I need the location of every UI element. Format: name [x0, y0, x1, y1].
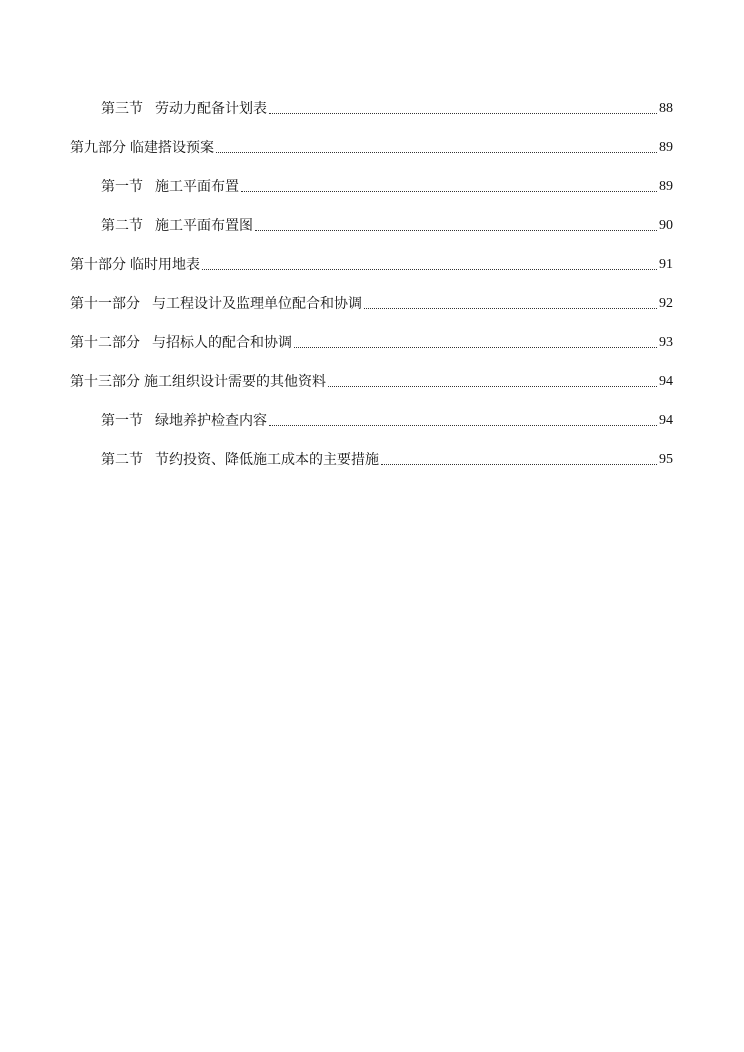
toc-entry-label [101, 412, 267, 430]
toc-entry[interactable] [70, 135, 673, 157]
toc-entry-label [70, 373, 326, 391]
dot-leader [241, 191, 657, 192]
dot-leader [381, 464, 657, 465]
dot-leader [328, 386, 657, 387]
dot-leader [364, 308, 657, 309]
toc-entry-page: 95 [659, 452, 673, 467]
toc-entry-number: 第十三部分 [70, 374, 140, 390]
toc-entry-label [70, 295, 362, 313]
dot-leader [269, 425, 657, 426]
toc-entry-label [101, 451, 379, 469]
toc-entry-title: 绿地养护检查内容 [155, 413, 267, 429]
toc-entry-number: 第十二部分 [70, 335, 140, 351]
dot-leader [269, 113, 657, 114]
toc-entry-page: 89 [659, 140, 673, 155]
toc-entry-title: 节约投资、降低施工成本的主要措施 [155, 452, 379, 468]
toc-entry-number: 第十部分 [70, 257, 126, 273]
toc-entry-number: 第一节 [101, 413, 143, 429]
toc-entry-label [70, 256, 200, 274]
toc-entry[interactable] [101, 174, 673, 196]
toc-entry-label [101, 217, 253, 235]
toc-entry[interactable] [101, 213, 673, 235]
toc-entry-number: 第二节 [101, 452, 143, 468]
toc-entry-title: 临时用地表 [130, 257, 200, 273]
toc-entry[interactable] [70, 252, 673, 274]
toc-entry[interactable] [101, 96, 673, 118]
toc-entry[interactable] [101, 408, 673, 430]
toc-entry-page: 94 [659, 374, 673, 389]
toc-entry-page: 94 [659, 413, 673, 428]
dot-leader [255, 230, 657, 231]
toc-entry-page: 92 [659, 296, 673, 311]
toc-entry-title: 与工程设计及监理单位配合和协调 [152, 296, 362, 312]
toc-entry[interactable] [70, 330, 673, 352]
toc-entry-label [70, 334, 292, 352]
toc-entry-number: 第十一部分 [70, 296, 140, 312]
toc-entry-label [101, 178, 239, 196]
toc-entry-page: 89 [659, 179, 673, 194]
toc-entry-title: 施工组织设计需要的其他资料 [144, 374, 326, 390]
toc-entry[interactable] [101, 447, 673, 469]
toc-entry-page: 90 [659, 218, 673, 233]
toc-entry-title: 临建搭设预案 [130, 140, 214, 156]
toc-entry-number: 第九部分 [70, 140, 126, 156]
toc-entry-title: 施工平面布置图 [155, 218, 253, 234]
toc-entry-page: 93 [659, 335, 673, 350]
toc-entry-number: 第三节 [101, 101, 143, 117]
toc-entry[interactable] [70, 369, 673, 391]
toc-entry-title: 施工平面布置 [155, 179, 239, 195]
toc-entry-label [101, 100, 267, 118]
toc-entry-page: 91 [659, 257, 673, 272]
dot-leader [202, 269, 657, 270]
toc-entry-page: 88 [659, 101, 673, 116]
toc-entry-label [70, 139, 214, 157]
toc-entry-number: 第一节 [101, 179, 143, 195]
toc-entry-number: 第二节 [101, 218, 143, 234]
toc-entry-title: 劳动力配备计划表 [155, 101, 267, 117]
toc-entry-title: 与招标人的配合和协调 [152, 335, 292, 351]
toc-entry[interactable] [70, 291, 673, 313]
dot-leader [216, 152, 657, 153]
dot-leader [294, 347, 657, 348]
